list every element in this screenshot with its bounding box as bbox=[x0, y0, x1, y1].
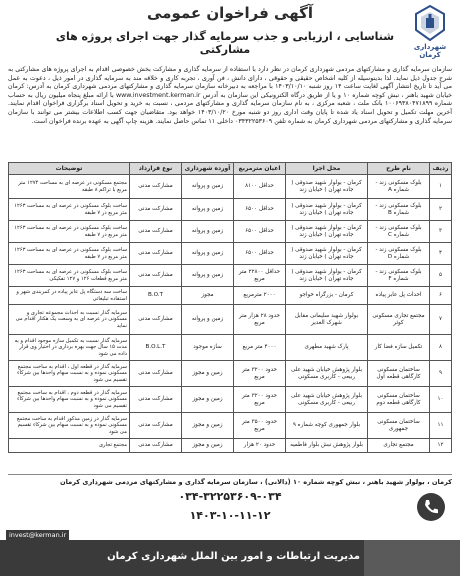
footer-date: ۱۴۰۳-۱۰-۱۱-۱۲ bbox=[189, 509, 271, 522]
cell-project-name: بلوک مسکونی زند - شماره A bbox=[368, 175, 430, 199]
cell-municipality-share: زمین و مجوز bbox=[182, 413, 234, 439]
cell-project-name: تکمیل سازه فضا کار bbox=[368, 335, 430, 361]
cell-row-number: ۱۱ bbox=[430, 413, 452, 439]
cell-contract-type: مشارکت مدنی bbox=[130, 243, 182, 265]
cell-contract-type: B.O.L.T bbox=[130, 335, 182, 361]
cell-location: بلوار پژوهش خیابان شهید علی ربیعی - کاربری مسکونی bbox=[286, 387, 368, 413]
col-header-location: محل اجرا bbox=[286, 163, 368, 175]
cell-municipality-share: مجوز bbox=[182, 287, 234, 305]
cell-area: حدود ۲۰ هزار bbox=[234, 439, 286, 453]
cell-project-name: ساختمان مسکونی جمهوری bbox=[368, 413, 430, 439]
table-row bbox=[9, 335, 452, 361]
table-row bbox=[9, 199, 452, 221]
cell-project-name: مجتمع تجاری bbox=[368, 439, 430, 453]
cell-project-name: ساختمان مسکونی کارگاهی قطعه دوم bbox=[368, 387, 430, 413]
cell-location: بلوار جمهوری کوچه شماره ۹ bbox=[286, 413, 368, 439]
cell-area: ۲۰۰۰ مترمربع bbox=[234, 287, 286, 305]
cell-project-name: بلوک مسکونی زند - شماره F bbox=[368, 265, 430, 287]
cell-description: سرمایه گذار در قطعه اول ، اقدام به ساخت مجتمع مسکونی نموده و به نسبت سهام واحدها بین شرکاء تقسیم می شود bbox=[9, 361, 130, 387]
col-header-contract-type: نوع قرارداد bbox=[130, 163, 182, 175]
cell-row-number: ۶ bbox=[430, 287, 452, 305]
contact-email[interactable]: invest@kerman.ir bbox=[6, 530, 69, 540]
cell-project-name: احداث پل عابر پیاده bbox=[368, 287, 430, 305]
cell-area: حدود ۳۵۰۰ متر مربع bbox=[234, 413, 286, 439]
cell-description: ساخت سه دستگاه پل عابر پیاده در کمربندی شهر و استفاده تبلیغاتی bbox=[9, 287, 130, 305]
cell-location: کرمان - بولوار شهید صدوقی ( جاده تهران ) خیابان زند bbox=[286, 243, 368, 265]
cell-location: بلوار پژوهش خیابان شهید علی ربیعی - کاربری مسکونی bbox=[286, 361, 368, 387]
cell-project-name: بلوک مسکونی زند - شماره D bbox=[368, 243, 430, 265]
cell-area: حدود ۳۲۰۰ متر مربع bbox=[234, 387, 286, 413]
cell-description: ساخت بلوک مسکونی در عرصه ای به مساحت ۱۲۶۳ متر مربع در ۷ طبقه bbox=[9, 199, 130, 221]
cell-location: پارک شهید مطهری bbox=[286, 335, 368, 361]
table-header-row bbox=[9, 163, 452, 175]
cell-municipality-share: زمین و مجوز bbox=[182, 387, 234, 413]
page-title: آگهی فراخوان عمومی bbox=[146, 4, 313, 22]
footer-address: کرمان ، بولوار شهید باهنر ، نبش کوچه شماره ۱۰ (دالانی) ، سازمان سرمایه گذاری و مشارکتهای مردمی شهرداری کرمان bbox=[8, 474, 452, 486]
footer-phone: ۰۳۴-۳۲۲۵۳۶۰۹-۰۳۴ bbox=[178, 490, 282, 503]
cell-project-name: بلوک مسکونی زند - شماره C bbox=[368, 221, 430, 243]
table-row bbox=[9, 387, 452, 413]
cell-area: حداقل ۶۵۰۰ bbox=[234, 199, 286, 221]
cell-area: حداقل ۶۵۰۰ bbox=[234, 243, 286, 265]
cell-row-number: ۱۲ bbox=[430, 439, 452, 453]
cell-description: ساخت بلوک مسکونی در عرصه ای به مساحت ۱۲۶۳ متر مربع در ۷ طبقه bbox=[9, 243, 130, 265]
col-header-area: اعیان مترمربع bbox=[234, 163, 286, 175]
table-row bbox=[9, 305, 452, 335]
cell-location: کرمان - بولوار شهید صدوقی ( جاده تهران ) خیابان زند bbox=[286, 199, 368, 221]
cell-location: کرمان - بولوار شهید صدوقی ( جاده تهران ) خیابان زند bbox=[286, 265, 368, 287]
cell-contract-type: مشارکت مدنی bbox=[130, 413, 182, 439]
cell-description: سرمایه گذار نسبت به احداث مجموعه تجاری و مسکونی در عرصه ای به وسعت یک هکتار اقدام می نماید bbox=[9, 305, 130, 335]
cell-area: حدود ۳۲۰۰ متر مربع bbox=[234, 361, 286, 387]
cell-area: حداقل ۲۲۸۰۰ متر مربع bbox=[234, 265, 286, 287]
cell-row-number: ۷ bbox=[430, 305, 452, 335]
cell-location: کرمان - بزرگراه خواجو bbox=[286, 287, 368, 305]
cell-contract-type: مشارکت مدنی bbox=[130, 305, 182, 335]
cell-location: بولوار شهید سلیمانی مقابل شهرک الغدیر bbox=[286, 305, 368, 335]
cell-description: سرمایه گذار در قطعه دوم ، اقدام به ساخت مجتمع مسکونی نموده و به نسبت سهام واحدها بین شرکاء تقسیم می شود bbox=[9, 387, 130, 413]
cell-project-name: ساختمان مسکونی کارگاهی قطعه اول bbox=[368, 361, 430, 387]
cell-description: ساخت بلوک مسکونی در عرصه ای به مساحت ۱۲۶۳ متر مربع در ۷ طبقه bbox=[9, 221, 130, 243]
municipality-logo bbox=[408, 4, 452, 60]
cell-project-name: مجتمع تجاری مسکونی کوثر bbox=[368, 305, 430, 335]
table-row bbox=[9, 439, 452, 453]
cell-municipality-share: زمین و پروانه bbox=[182, 243, 234, 265]
cell-location: کرمان - بولوار شهید صدوقی ( جاده تهران ) خیابان زند bbox=[286, 175, 368, 199]
cell-municipality-share: زمین و پروانه bbox=[182, 305, 234, 335]
bottom-bar-accent bbox=[364, 540, 460, 576]
cell-description: سرمایه گذار در زمین مذکور اقدام به ساخت مجتمع مسکونی نموده و به نسبت سهام بین شرکاء تقسیم می شود bbox=[9, 413, 130, 439]
cell-municipality-share: زمین و پروانه bbox=[182, 199, 234, 221]
cell-project-name: بلوک مسکونی زند - شماره B bbox=[368, 199, 430, 221]
cell-area: حداقل ۶۵۰۰ bbox=[234, 221, 286, 243]
table-row bbox=[9, 413, 452, 439]
cell-row-number: ۱۰ bbox=[430, 387, 452, 413]
cell-contract-type: مشارکت مدنی bbox=[130, 361, 182, 387]
intro-text: سازمان سرمایه گذاری و مشارکتهای مردمی شهرداری کرمان در نظر دارد با استفاده از سرمایه گذاری و مشارکت بخش خصوصی اقدام به اجرای پروژه های مشارکتی به شرح جدول ذیل نماید. لذا بدینوسیله از کلیه اشخاص حقیقی و حقوقی ، دارای دانش ، فن آوری ، تجربه کاری و خلاقه مند به سرمایه گذاری در امور ذیل ، دعوت به عمل می آید تا تاریخ انتشار آگهی لغایت ساعت ۱۴ روز شنبه ۱۴۰۳/۱۰/۱۰ با مراجعه به دبیرخانه سازمان سرمایه گذاری و مشارکتهای مردمی شهرداری کرمان به آدرس: کرمان خیابان شهید باهنر ، نبش کوچه شماره ۱۰ و یا از طریق درگاه الکترونیکی این سازمان به آدرس www.investment.kerman.ir با ارائه مبلغ پنجاه میلیون ریال به حساب شماره ۱۰۰۶۹۳۸۰۴۷۱۸۹۹ بانک ملت ، شعبه مرکزی ، به نام سازمان سرمایه گذاری و مشارکتهای مردمی ، نسبت به خرید و تحویل اسناد برگزاری فراخوان اقدام نمایند. آخرین مهلت تکمیل و تحویل اسناد یاد شده تا پایان وقت اداری روز دو شنبه مورخ ۱۴۰۳/۱۰/۲۰ خواهد بود. متقاضیان جهت کسب اطلاعات بیشتر می توانند با سازمان سرمایه گذاری و مشارکتهای مردمی شهرداری کرمان به شماره تلفن ۰۳۴۳۲۲۵۳۶۰۹ داخلی ۱۱ تماس حاصل نمایند. هزینه چاپ آگهی به عهده برنده فراخوان است. bbox=[8, 66, 453, 125]
cell-row-number: ۸ bbox=[430, 335, 452, 361]
cell-description: مجتمع تجاری bbox=[9, 439, 130, 453]
cell-location: بلوار پژوهش نبش بلوار فاطمیه bbox=[286, 439, 368, 453]
cell-municipality-share: زمین و پروانه bbox=[182, 175, 234, 199]
table-row bbox=[9, 221, 452, 243]
cell-municipality-share: زمین و مجوز bbox=[182, 439, 234, 453]
cell-row-number: ۹ bbox=[430, 361, 452, 387]
cell-area: ۴۰۰۰ متر مربع bbox=[234, 335, 286, 361]
table-row bbox=[9, 361, 452, 387]
cell-municipality-share: سازه موجود bbox=[182, 335, 234, 361]
cell-row-number: ۵ bbox=[430, 265, 452, 287]
cell-contract-type: مشارکت مدنی bbox=[130, 387, 182, 413]
logo-text: شهرداری کرمان bbox=[413, 43, 447, 59]
table-row bbox=[9, 175, 452, 199]
phone-icon bbox=[416, 492, 446, 522]
cell-row-number: ۴ bbox=[430, 243, 452, 265]
col-header-project-name: نام طرح bbox=[368, 163, 430, 175]
cell-area: حدود ۲۸ هزار متر مربع bbox=[234, 305, 286, 335]
projects-table bbox=[8, 162, 452, 453]
header bbox=[0, 0, 460, 66]
cell-contract-type: مشارکت مدنی bbox=[130, 439, 182, 453]
department-label: مدیریت ارتباطات و امور بین الملل شهرداری کرمان bbox=[107, 551, 360, 562]
cell-municipality-share: زمین و پروانه bbox=[182, 265, 234, 287]
col-header-row-number: ردیف bbox=[430, 163, 452, 175]
col-header-description: توضیحات bbox=[9, 163, 130, 175]
table-row bbox=[9, 243, 452, 265]
table-row bbox=[9, 287, 452, 305]
cell-area: حداقل ۸۱۰۰ bbox=[234, 175, 286, 199]
table-row bbox=[9, 265, 452, 287]
col-header-municipality-share: آورده شهرداری bbox=[182, 163, 234, 175]
cell-location: کرمان - بولوار شهید صدوقی ( جاده تهران ) خیابان زند bbox=[286, 221, 368, 243]
page-subtitle: شناسایی ، ارزیابی و جذب سرمایه گذار جهت اجرای پروژه های مشارکتی bbox=[55, 30, 395, 56]
cell-contract-type: مشارکت مدنی bbox=[130, 175, 182, 199]
logo-emblem-icon bbox=[413, 4, 447, 42]
cell-contract-type: مشارکت مدنی bbox=[130, 221, 182, 243]
cell-row-number: ۱ bbox=[430, 175, 452, 199]
cell-contract-type: مشارکت مدنی bbox=[130, 199, 182, 221]
cell-municipality-share: زمین و مجوز bbox=[182, 361, 234, 387]
cell-description: سرمایه گذار نسبت به تکمیل سازه موجود اقدام و به مدت ۱۵ سال جهت بهره برداری در اختیار وی قرار داده می شود bbox=[9, 335, 130, 361]
cell-row-number: ۳ bbox=[430, 221, 452, 243]
bottom-bar bbox=[0, 540, 460, 576]
cell-row-number: ۲ bbox=[430, 199, 452, 221]
cell-description: ساخت بلوک مسکونی در عرصه ای به مساحت ۱۲۶۳ متر مربع قطعات ۱۲۶ و ۱۲۷ تفکیکی bbox=[9, 265, 130, 287]
cell-description: مجتمع مسکونی در عرصه ای به مساحت ۱۲۷۴ متر مربع با تراکم ۸ طبقه bbox=[9, 175, 130, 199]
cell-contract-type: مشارکت مدنی bbox=[130, 265, 182, 287]
cell-municipality-share: زمین و پروانه bbox=[182, 221, 234, 243]
cell-contract-type: B.O.T bbox=[130, 287, 182, 305]
